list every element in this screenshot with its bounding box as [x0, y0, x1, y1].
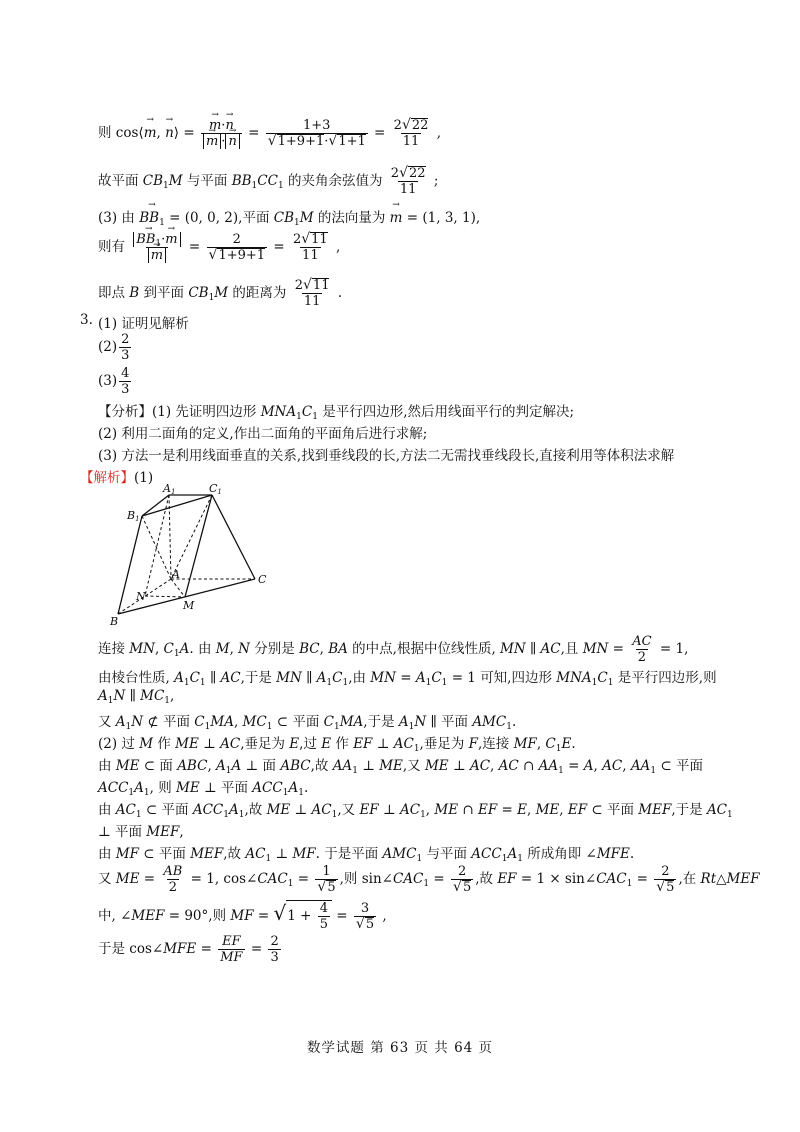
edge-a-m: [171, 579, 185, 597]
part3-vector-line: (3) 由 → $BB_1 = (0$, 0, 2),平面 $CB_1M$ 的法向量为 → m = (1, 3, 1),: [98, 206, 480, 226]
cos-angle-line: 则 cos⟨→ m, → n⟩ = → m·→ n → m ·→ n = $\frac{1+3}{√1+9+1\cdot√1+1}$ = $\frac{2√22}{11}$ ,: [98, 118, 441, 149]
label-a1: A1: [163, 482, 176, 496]
edge-c1-m: [185, 495, 212, 597]
solution-line-6: 由 ME ⊂ 面 ABC, $A_1A$ ⊥ 面 ABC,故 $AA_1$ ⊥ ME,又 ME ⊥ AC, AC ∩ $AA_1 = A$, AC, $AA_1$ ⊂ 平面: [98, 758, 703, 776]
label-b: B: [110, 615, 119, 628]
solution-bracket: 【解析】: [80, 470, 134, 486]
label-c: C: [258, 573, 267, 586]
answer-part1: (1) 证明见解析: [98, 316, 189, 332]
analysis-line-2: (2) 利用二面角的定义,作出二面角的平面角后进行求解;: [98, 426, 428, 442]
solution-line-2: 由棱台性质, $A_1C_1$ ∥ AC,于是 MN ∥ $A_1C_1$,由 MN = $A_1C_1 = 1$ 可知,四边形 $MNA_1C_1$ 是平行四边形,则: [98, 670, 717, 688]
solution-line-13: 于是 cos∠MFE = $\frac{EF}{MF}$ = $\frac{2}{3}$: [98, 934, 279, 965]
label-c1: C1: [209, 482, 222, 496]
solution-line-1: 连接 MN, $C_1A$. 由 M, N 分别是 BC, BA 的中点,根据中位线性质, MN ∥ AC,且 MN = $\frac{AC}{2}$ = 1,: [98, 634, 689, 665]
solution-line-12: 中, ∠MEF = 90°,则 MF = √1 + $\frac{4}{5}$ = $\frac{3}{√5}$ ,: [98, 901, 387, 932]
question-number: 3.: [80, 312, 93, 328]
answer-part2: (2) $\frac{2}{3}$: [98, 332, 130, 363]
edge-b1-c1: [142, 495, 212, 516]
solution-line-11: 又 ME = $\frac{AB}{2}$ = 1, $\cos\angle CAC_1$ = $\frac{1}{√5}$ ,则 $\sin\angle CAC_1$ = $\frac{2}{√5}$ ,故 EF = $1 \times \sin\angle CAC_1$ = $\frac{2}{√5}$ ,在 Rt△MEF: [98, 864, 760, 895]
distance-formula-line: 则有 → $BB_1\cdot\to m$ → m = $\frac{2}{√1+9+1}$ = $\frac{2√11}{11}$ ,: [98, 232, 340, 263]
solution-line-5: (2) 过 M 作 ME ⊥ AC,垂足为 E,过 E 作 EF ⊥ $AC_1$,垂足为 F,连接 MF, $C_1E$.: [98, 736, 576, 754]
solution-line-9: ⊥ 平面 MEF,: [98, 824, 184, 840]
edge-n-m: [145, 596, 185, 597]
solution-line-7: $ACC_1A_1$, 则 ME ⊥ 平面 $ACC_1A_1$.: [98, 780, 309, 798]
solution-line-10: 由 MF ⊂ 平面 MEF,故 $AC_1$ ⊥ MF. 于是平面 $AMC_1$ 与平面 $ACC_1A_1$ 所成角即 ∠MFE.: [98, 846, 635, 864]
analysis-line-1: 【分析】(1) 先证明四边形 $MNA_1C_1$ 是平行四边形,然后用线面平行的判定解决;: [98, 404, 575, 422]
page-footer: 数学试题 第 63 页 共 64 页: [306, 1040, 494, 1056]
frustum-figure: [105, 482, 285, 632]
cosine-conclusion-line: 故平面 $CB_1M$ 与平面 $BB_1CC_1$ 的夹角余弦值为 $\frac{2√22}{11}$ ;: [98, 165, 439, 197]
label-a: A: [172, 568, 180, 581]
distance-conclusion-line: 即点 B 到平面 $CB_1M$ 的距离为 $\frac{2√11}{11}$ .: [98, 277, 343, 309]
analysis-bracket: 【分析】: [98, 404, 152, 420]
analysis-line-3: (3) 方法一是利用线面垂直的关系,找到垂线段的长,方法二无需找垂线段长,直接利用等体积法求解: [98, 448, 675, 464]
edge-b1-a: [142, 516, 171, 579]
solution-line-8: 由 $AC_1$ ⊂ 平面 $ACC_1A_1$,故 ME ⊥ $AC_1$,又 EF ⊥ $AC_1$, ME ∩ EF = E, ME, EF ⊂ 平面 MEF,于是 $AC_1$: [98, 802, 733, 820]
solution-heading: 【解析】(1): [80, 470, 154, 486]
label-n: N: [136, 590, 146, 603]
edge-c1-c: [212, 495, 255, 579]
label-m: M: [183, 599, 195, 612]
solution-line-3: $A_1N$ ∥ $MC_1$,: [98, 688, 175, 706]
answer-part3: (3) $\frac{4}{3}$: [98, 366, 130, 397]
edge-c1-a: [171, 495, 212, 579]
solution-line-4: 又 $A_1N$ ⊄ 平面 $C_1MA$, $MC_1$ ⊂ 平面 $C_1MA$,于是 $A_1N$ ∥ 平面 $AMC_1$.: [98, 714, 517, 732]
label-b1: B1: [127, 509, 140, 523]
